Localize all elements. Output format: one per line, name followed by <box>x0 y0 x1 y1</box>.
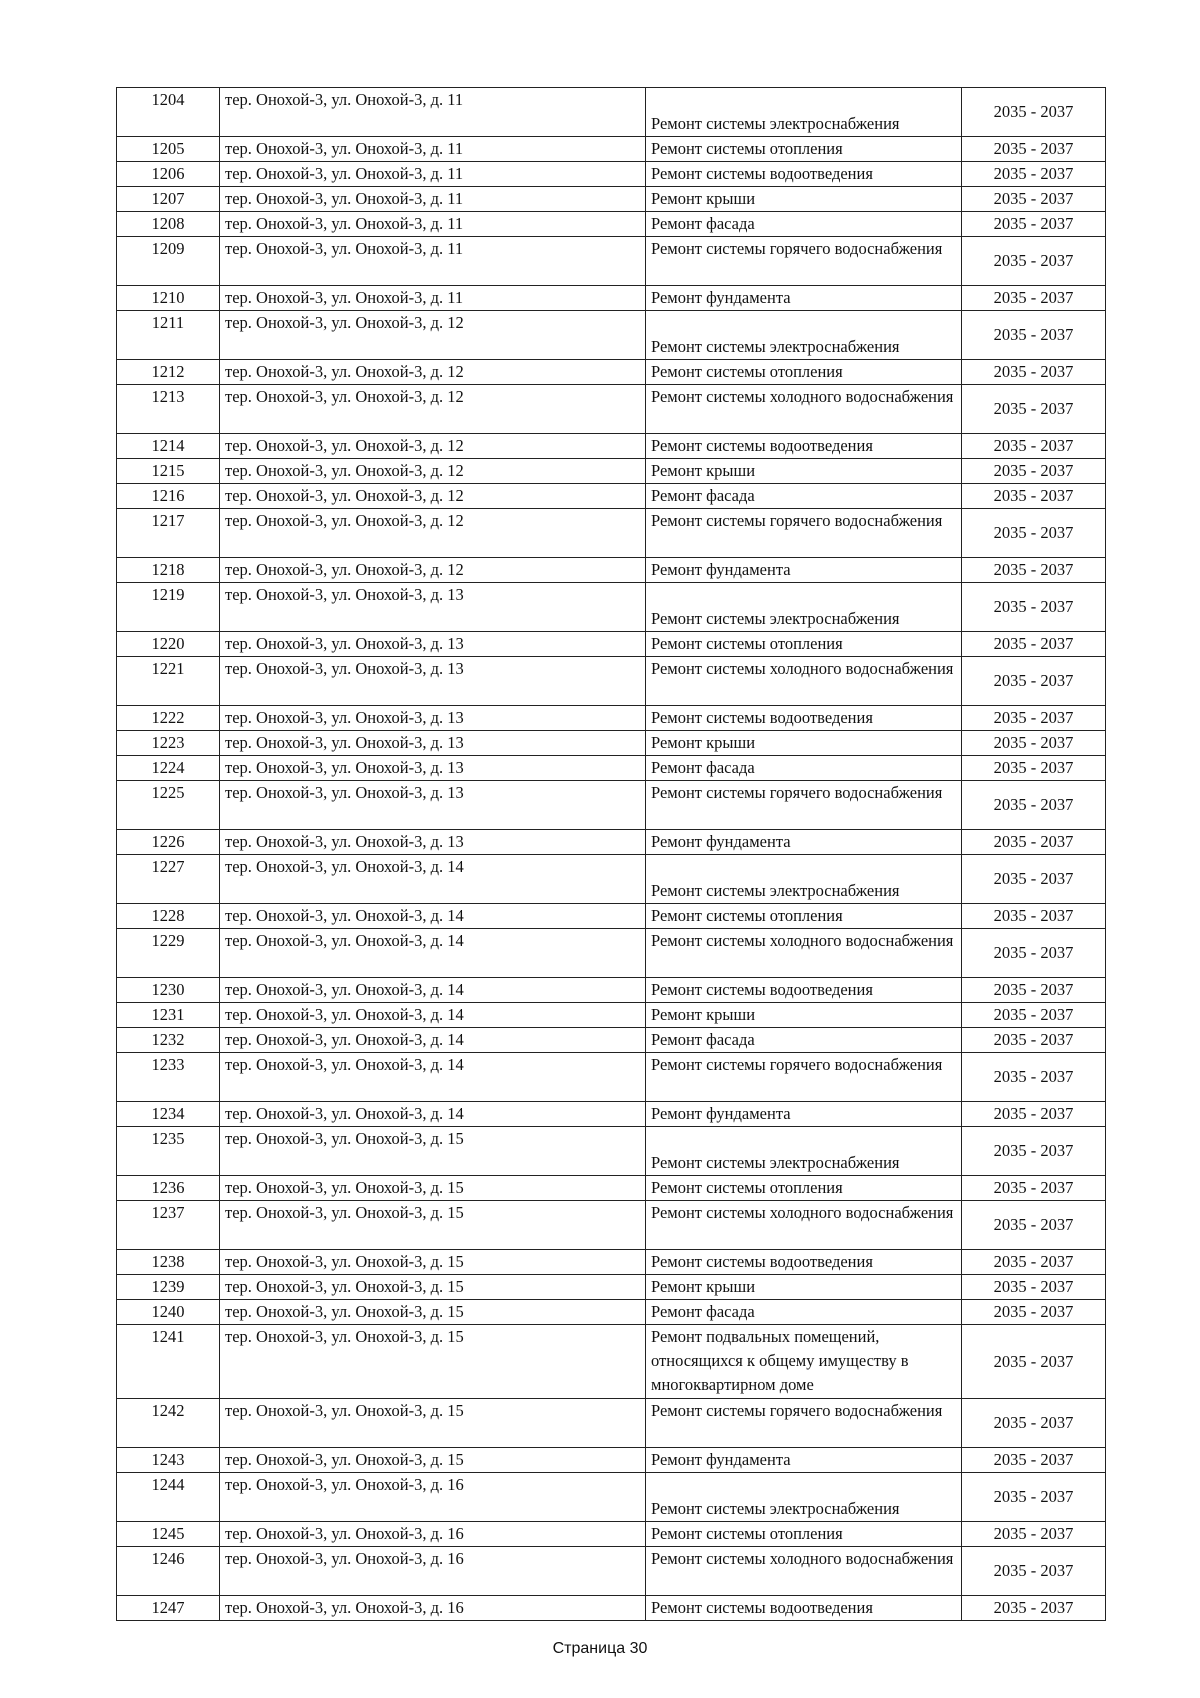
row-number-cell: 1215 <box>117 459 220 484</box>
work-type-cell: Ремонт системы холодного водоснабжения <box>646 1201 962 1250</box>
address-cell: тер. Онохой-3, ул. Онохой-3, д. 11 <box>220 162 646 187</box>
row-number-cell: 1225 <box>117 781 220 830</box>
row-number-cell: 1236 <box>117 1176 220 1201</box>
row-number-cell: 1217 <box>117 509 220 558</box>
table-row <box>117 1028 1106 1053</box>
period-cell: 2035 - 2037 <box>962 855 1106 904</box>
table-row <box>117 484 1106 509</box>
row-number-cell: 1223 <box>117 731 220 756</box>
table-row <box>117 385 1106 434</box>
period-cell: 2035 - 2037 <box>962 706 1106 731</box>
work-type-cell: Ремонт системы холодного водоснабжения <box>646 1547 962 1596</box>
work-type-cell: Ремонт фундамента <box>646 286 962 311</box>
period-cell: 2035 - 2037 <box>962 484 1106 509</box>
period-cell: 2035 - 2037 <box>962 1201 1106 1250</box>
work-type-cell: Ремонт крыши <box>646 187 962 212</box>
period-cell: 2035 - 2037 <box>962 1473 1106 1522</box>
period-cell: 2035 - 2037 <box>962 1325 1106 1399</box>
table-row <box>117 756 1106 781</box>
table-row <box>117 187 1106 212</box>
table-body <box>117 88 1106 1621</box>
period-cell: 2035 - 2037 <box>962 558 1106 583</box>
row-number-cell: 1233 <box>117 1053 220 1102</box>
row-number-cell: 1228 <box>117 904 220 929</box>
address-cell: тер. Онохой-3, ул. Онохой-3, д. 14 <box>220 1053 646 1102</box>
address-cell: тер. Онохой-3, ул. Онохой-3, д. 16 <box>220 1522 646 1547</box>
table-row <box>117 88 1106 137</box>
row-number-cell: 1240 <box>117 1300 220 1325</box>
table-row <box>117 1399 1106 1448</box>
table-row <box>117 162 1106 187</box>
row-number-cell: 1218 <box>117 558 220 583</box>
period-cell: 2035 - 2037 <box>962 830 1106 855</box>
address-cell: тер. Онохой-3, ул. Онохой-3, д. 15 <box>220 1325 646 1399</box>
work-type-cell: Ремонт фундамента <box>646 1448 962 1473</box>
row-number-cell: 1209 <box>117 237 220 286</box>
work-type-cell: Ремонт фасада <box>646 484 962 509</box>
row-number-cell: 1214 <box>117 434 220 459</box>
work-type-cell: Ремонт системы горячего водоснабжения <box>646 509 962 558</box>
address-cell: тер. Онохой-3, ул. Онохой-3, д. 14 <box>220 1003 646 1028</box>
work-type-cell: Ремонт крыши <box>646 1275 962 1300</box>
row-number-cell: 1212 <box>117 360 220 385</box>
table-row <box>117 286 1106 311</box>
period-cell: 2035 - 2037 <box>962 1102 1106 1127</box>
table-row <box>117 434 1106 459</box>
period-cell: 2035 - 2037 <box>962 212 1106 237</box>
row-number-cell: 1245 <box>117 1522 220 1547</box>
period-cell: 2035 - 2037 <box>962 1596 1106 1621</box>
work-type-cell: Ремонт системы холодного водоснабжения <box>646 385 962 434</box>
work-type-cell: Ремонт системы горячего водоснабжения <box>646 237 962 286</box>
period-cell: 2035 - 2037 <box>962 781 1106 830</box>
period-cell: 2035 - 2037 <box>962 509 1106 558</box>
address-cell: тер. Онохой-3, ул. Онохой-3, д. 16 <box>220 1596 646 1621</box>
work-type-cell: Ремонт системы водоотведения <box>646 162 962 187</box>
row-number-cell: 1226 <box>117 830 220 855</box>
row-number-cell: 1210 <box>117 286 220 311</box>
row-number-cell: 1216 <box>117 484 220 509</box>
work-type-cell: Ремонт крыши <box>646 459 962 484</box>
work-type-cell: Ремонт системы водоотведения <box>646 434 962 459</box>
address-cell: тер. Онохой-3, ул. Онохой-3, д. 12 <box>220 434 646 459</box>
address-cell: тер. Онохой-3, ул. Онохой-3, д. 12 <box>220 360 646 385</box>
row-number-cell: 1211 <box>117 311 220 360</box>
row-number-cell: 1234 <box>117 1102 220 1127</box>
address-cell: тер. Онохой-3, ул. Онохой-3, д. 13 <box>220 583 646 632</box>
row-number-cell: 1222 <box>117 706 220 731</box>
table-row <box>117 1448 1106 1473</box>
repair-schedule-table <box>116 87 1106 1621</box>
work-type-cell: Ремонт системы холодного водоснабжения <box>646 929 962 978</box>
work-type-cell: Ремонт системы электроснабжения <box>646 1473 962 1522</box>
work-type-cell: Ремонт системы водоотведения <box>646 706 962 731</box>
work-type-cell: Ремонт фундамента <box>646 830 962 855</box>
table-row <box>117 1127 1106 1176</box>
work-type-cell: Ремонт системы отопления <box>646 904 962 929</box>
address-cell: тер. Онохой-3, ул. Онохой-3, д. 15 <box>220 1399 646 1448</box>
row-number-cell: 1221 <box>117 657 220 706</box>
period-cell: 2035 - 2037 <box>962 434 1106 459</box>
address-cell: тер. Онохой-3, ул. Онохой-3, д. 15 <box>220 1275 646 1300</box>
work-type-cell: Ремонт системы электроснабжения <box>646 1127 962 1176</box>
table-row <box>117 1473 1106 1522</box>
work-type-cell: Ремонт подвальных помещений, относящихся к общему имуществу в многоквартирном доме <box>646 1325 962 1399</box>
address-cell: тер. Онохой-3, ул. Онохой-3, д. 14 <box>220 978 646 1003</box>
row-number-cell: 1227 <box>117 855 220 904</box>
address-cell: тер. Онохой-3, ул. Онохой-3, д. 14 <box>220 1028 646 1053</box>
address-cell: тер. Онохой-3, ул. Онохой-3, д. 13 <box>220 731 646 756</box>
period-cell: 2035 - 2037 <box>962 187 1106 212</box>
period-cell: 2035 - 2037 <box>962 583 1106 632</box>
period-cell: 2035 - 2037 <box>962 1127 1106 1176</box>
table-row <box>117 1250 1106 1275</box>
address-cell: тер. Онохой-3, ул. Онохой-3, д. 12 <box>220 484 646 509</box>
address-cell: тер. Онохой-3, ул. Онохой-3, д. 13 <box>220 706 646 731</box>
period-cell: 2035 - 2037 <box>962 756 1106 781</box>
period-cell: 2035 - 2037 <box>962 360 1106 385</box>
address-cell: тер. Онохой-3, ул. Онохой-3, д. 15 <box>220 1448 646 1473</box>
address-cell: тер. Онохой-3, ул. Онохой-3, д. 15 <box>220 1127 646 1176</box>
period-cell: 2035 - 2037 <box>962 1399 1106 1448</box>
table-row <box>117 1596 1106 1621</box>
period-cell: 2035 - 2037 <box>962 731 1106 756</box>
address-cell: тер. Онохой-3, ул. Онохой-3, д. 12 <box>220 459 646 484</box>
period-cell: 2035 - 2037 <box>962 1547 1106 1596</box>
address-cell: тер. Онохой-3, ул. Онохой-3, д. 11 <box>220 237 646 286</box>
table-row <box>117 1300 1106 1325</box>
address-cell: тер. Онохой-3, ул. Онохой-3, д. 13 <box>220 781 646 830</box>
work-type-cell: Ремонт крыши <box>646 731 962 756</box>
table-row <box>117 583 1106 632</box>
period-cell: 2035 - 2037 <box>962 1250 1106 1275</box>
row-number-cell: 1241 <box>117 1325 220 1399</box>
work-type-cell: Ремонт системы холодного водоснабжения <box>646 657 962 706</box>
work-type-cell: Ремонт системы горячего водоснабжения <box>646 1053 962 1102</box>
period-cell: 2035 - 2037 <box>962 459 1106 484</box>
address-cell: тер. Онохой-3, ул. Онохой-3, д. 12 <box>220 311 646 360</box>
address-cell: тер. Онохой-3, ул. Онохой-3, д. 11 <box>220 212 646 237</box>
address-cell: тер. Онохой-3, ул. Онохой-3, д. 15 <box>220 1201 646 1250</box>
work-type-cell: Ремонт крыши <box>646 1003 962 1028</box>
period-cell: 2035 - 2037 <box>962 978 1106 1003</box>
table-row <box>117 137 1106 162</box>
table-row <box>117 830 1106 855</box>
work-type-cell: Ремонт системы электроснабжения <box>646 311 962 360</box>
work-type-cell: Ремонт системы электроснабжения <box>646 855 962 904</box>
period-cell: 2035 - 2037 <box>962 311 1106 360</box>
work-type-cell: Ремонт системы отопления <box>646 137 962 162</box>
address-cell: тер. Онохой-3, ул. Онохой-3, д. 15 <box>220 1176 646 1201</box>
address-cell: тер. Онохой-3, ул. Онохой-3, д. 16 <box>220 1547 646 1596</box>
work-type-cell: Ремонт системы отопления <box>646 360 962 385</box>
row-number-cell: 1242 <box>117 1399 220 1448</box>
row-number-cell: 1207 <box>117 187 220 212</box>
period-cell: 2035 - 2037 <box>962 286 1106 311</box>
table-row <box>117 1275 1106 1300</box>
table-row <box>117 706 1106 731</box>
address-cell: тер. Онохой-3, ул. Онохой-3, д. 13 <box>220 830 646 855</box>
period-cell: 2035 - 2037 <box>962 1522 1106 1547</box>
page-number: Страница 30 <box>552 1640 648 1657</box>
table-row <box>117 459 1106 484</box>
address-cell: тер. Онохой-3, ул. Онохой-3, д. 11 <box>220 187 646 212</box>
work-type-cell: Ремонт фасада <box>646 756 962 781</box>
row-number-cell: 1239 <box>117 1275 220 1300</box>
work-type-cell: Ремонт системы горячего водоснабжения <box>646 1399 962 1448</box>
address-cell: тер. Онохой-3, ул. Онохой-3, д. 13 <box>220 657 646 706</box>
table-row <box>117 1102 1106 1127</box>
address-cell: тер. Онохой-3, ул. Онохой-3, д. 14 <box>220 929 646 978</box>
work-type-cell: Ремонт системы отопления <box>646 1176 962 1201</box>
table-row <box>117 1003 1106 1028</box>
address-cell: тер. Онохой-3, ул. Онохой-3, д. 12 <box>220 509 646 558</box>
period-cell: 2035 - 2037 <box>962 904 1106 929</box>
work-type-cell: Ремонт фасада <box>646 212 962 237</box>
row-number-cell: 1230 <box>117 978 220 1003</box>
address-cell: тер. Онохой-3, ул. Онохой-3, д. 15 <box>220 1250 646 1275</box>
period-cell: 2035 - 2037 <box>962 1028 1106 1053</box>
address-cell: тер. Онохой-3, ул. Онохой-3, д. 14 <box>220 855 646 904</box>
table-row <box>117 855 1106 904</box>
address-cell: тер. Онохой-3, ул. Онохой-3, д. 14 <box>220 904 646 929</box>
work-type-cell: Ремонт системы водоотведения <box>646 1596 962 1621</box>
period-cell: 2035 - 2037 <box>962 1176 1106 1201</box>
table-row <box>117 360 1106 385</box>
row-number-cell: 1232 <box>117 1028 220 1053</box>
row-number-cell: 1231 <box>117 1003 220 1028</box>
work-type-cell: Ремонт системы водоотведения <box>646 1250 962 1275</box>
row-number-cell: 1213 <box>117 385 220 434</box>
work-type-cell: Ремонт системы электроснабжения <box>646 583 962 632</box>
address-cell: тер. Онохой-3, ул. Онохой-3, д. 11 <box>220 88 646 137</box>
row-number-cell: 1224 <box>117 756 220 781</box>
row-number-cell: 1219 <box>117 583 220 632</box>
period-cell: 2035 - 2037 <box>962 1053 1106 1102</box>
period-cell: 2035 - 2037 <box>962 1300 1106 1325</box>
period-cell: 2035 - 2037 <box>962 385 1106 434</box>
table-row <box>117 904 1106 929</box>
table-row <box>117 731 1106 756</box>
table-row <box>117 657 1106 706</box>
work-type-cell: Ремонт системы горячего водоснабжения <box>646 781 962 830</box>
work-type-cell: Ремонт системы электроснабжения <box>646 88 962 137</box>
row-number-cell: 1204 <box>117 88 220 137</box>
table-row <box>117 509 1106 558</box>
address-cell: тер. Онохой-3, ул. Онохой-3, д. 16 <box>220 1473 646 1522</box>
row-number-cell: 1237 <box>117 1201 220 1250</box>
period-cell: 2035 - 2037 <box>962 632 1106 657</box>
table-row <box>117 311 1106 360</box>
address-cell: тер. Онохой-3, ул. Онохой-3, д. 11 <box>220 286 646 311</box>
row-number-cell: 1235 <box>117 1127 220 1176</box>
row-number-cell: 1206 <box>117 162 220 187</box>
table-row <box>117 781 1106 830</box>
row-number-cell: 1205 <box>117 137 220 162</box>
address-cell: тер. Онохой-3, ул. Онохой-3, д. 12 <box>220 385 646 434</box>
table-row <box>117 978 1106 1003</box>
table-row <box>117 1176 1106 1201</box>
period-cell: 2035 - 2037 <box>962 1448 1106 1473</box>
work-type-cell: Ремонт фундамента <box>646 1102 962 1127</box>
row-number-cell: 1220 <box>117 632 220 657</box>
period-cell: 2035 - 2037 <box>962 1275 1106 1300</box>
period-cell: 2035 - 2037 <box>962 137 1106 162</box>
row-number-cell: 1247 <box>117 1596 220 1621</box>
period-cell: 2035 - 2037 <box>962 657 1106 706</box>
period-cell: 2035 - 2037 <box>962 162 1106 187</box>
table-row <box>117 212 1106 237</box>
row-number-cell: 1246 <box>117 1547 220 1596</box>
table-row <box>117 237 1106 286</box>
work-type-cell: Ремонт фасада <box>646 1300 962 1325</box>
period-cell: 2035 - 2037 <box>962 88 1106 137</box>
row-number-cell: 1238 <box>117 1250 220 1275</box>
address-cell: тер. Онохой-3, ул. Онохой-3, д. 11 <box>220 137 646 162</box>
row-number-cell: 1244 <box>117 1473 220 1522</box>
table-row <box>117 1547 1106 1596</box>
address-cell: тер. Онохой-3, ул. Онохой-3, д. 12 <box>220 558 646 583</box>
table-row <box>117 632 1106 657</box>
row-number-cell: 1243 <box>117 1448 220 1473</box>
row-number-cell: 1208 <box>117 212 220 237</box>
address-cell: тер. Онохой-3, ул. Онохой-3, д. 13 <box>220 756 646 781</box>
work-type-cell: Ремонт фундамента <box>646 558 962 583</box>
table-row <box>117 1201 1106 1250</box>
table-row <box>117 1522 1106 1547</box>
period-cell: 2035 - 2037 <box>962 237 1106 286</box>
table-row <box>117 929 1106 978</box>
work-type-cell: Ремонт фасада <box>646 1028 962 1053</box>
work-type-cell: Ремонт системы отопления <box>646 1522 962 1547</box>
work-type-cell: Ремонт системы отопления <box>646 632 962 657</box>
work-type-cell: Ремонт системы водоотведения <box>646 978 962 1003</box>
address-cell: тер. Онохой-3, ул. Онохой-3, д. 14 <box>220 1102 646 1127</box>
table-row <box>117 1053 1106 1102</box>
row-number-cell: 1229 <box>117 929 220 978</box>
table-row <box>117 558 1106 583</box>
period-cell: 2035 - 2037 <box>962 929 1106 978</box>
address-cell: тер. Онохой-3, ул. Онохой-3, д. 15 <box>220 1300 646 1325</box>
period-cell: 2035 - 2037 <box>962 1003 1106 1028</box>
table-row <box>117 1325 1106 1399</box>
address-cell: тер. Онохой-3, ул. Онохой-3, д. 13 <box>220 632 646 657</box>
